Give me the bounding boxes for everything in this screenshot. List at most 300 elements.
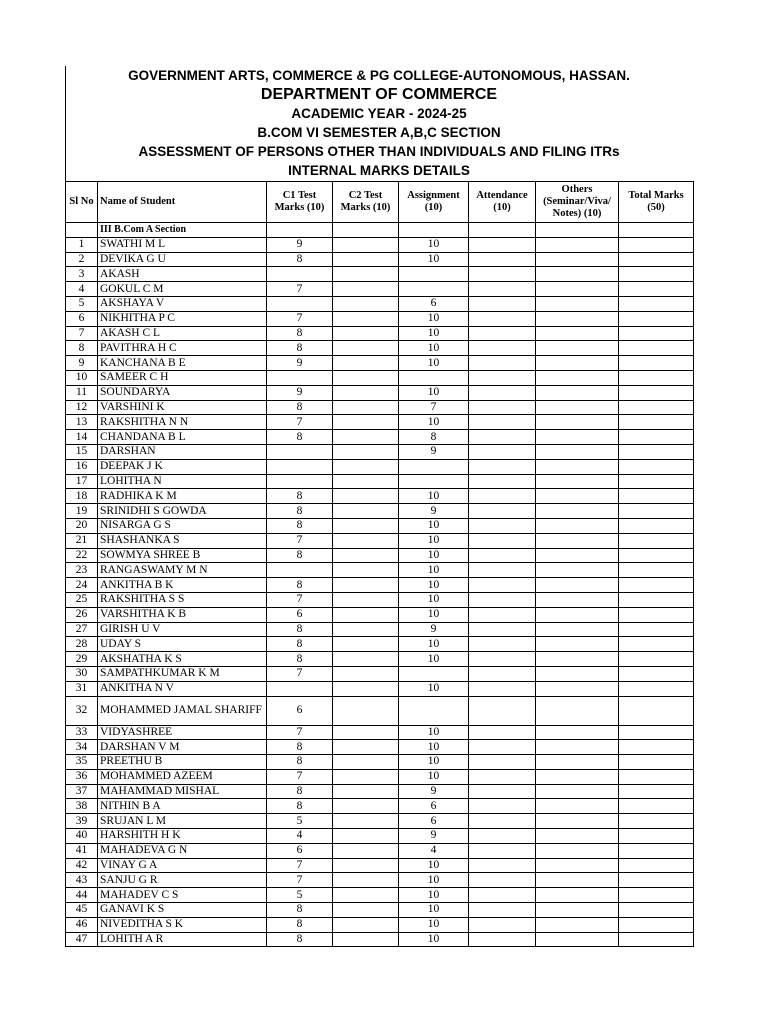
total-cell bbox=[619, 400, 694, 415]
student-name-cell: GOKUL C M bbox=[98, 282, 267, 297]
attendance-cell bbox=[469, 415, 536, 430]
c1-marks-cell: 6 bbox=[267, 607, 333, 622]
table-row bbox=[66, 607, 694, 622]
assignment-cell: 9 bbox=[399, 444, 469, 459]
table-row bbox=[66, 326, 694, 341]
student-name-cell: SAMEER C H bbox=[98, 370, 267, 385]
sl-no-cell: 12 bbox=[66, 400, 98, 415]
assignment-cell: 10 bbox=[399, 652, 469, 667]
sl-no-cell: 44 bbox=[66, 888, 98, 903]
assignment-cell: 10 bbox=[399, 252, 469, 267]
table-row bbox=[66, 578, 694, 593]
others-cell bbox=[536, 799, 619, 814]
sl-no-cell: 32 bbox=[66, 696, 98, 725]
attendance-cell bbox=[469, 282, 536, 297]
table-row bbox=[66, 533, 694, 548]
c1-marks-cell: 8 bbox=[267, 578, 333, 593]
table-header-row bbox=[66, 182, 694, 223]
assignment-cell: 10 bbox=[399, 489, 469, 504]
others-cell bbox=[536, 843, 619, 858]
assignment-cell: 10 bbox=[399, 932, 469, 947]
c1-marks-cell: 7 bbox=[267, 282, 333, 297]
others-cell bbox=[536, 385, 619, 400]
sl-no-cell: 8 bbox=[66, 341, 98, 356]
table-row bbox=[66, 430, 694, 445]
c2-marks-cell bbox=[333, 385, 399, 400]
student-name-cell: LOHITH A R bbox=[98, 932, 267, 947]
others-cell bbox=[536, 755, 619, 770]
total-cell bbox=[619, 799, 694, 814]
sl-no-cell: 21 bbox=[66, 533, 98, 548]
c1-marks-cell: 8 bbox=[267, 784, 333, 799]
attendance-cell bbox=[469, 696, 536, 725]
semester-line: B.COM VI SEMESTER A,B,C SECTION bbox=[257, 125, 501, 140]
others-cell bbox=[536, 814, 619, 829]
c1-marks-cell: 8 bbox=[267, 740, 333, 755]
sl-no-cell: 42 bbox=[66, 858, 98, 873]
c2-marks-cell bbox=[333, 666, 399, 681]
table-row bbox=[66, 504, 694, 519]
total-cell bbox=[619, 252, 694, 267]
c2-marks-cell bbox=[333, 578, 399, 593]
col-name: Name of Student bbox=[98, 182, 267, 223]
c2-marks-cell bbox=[333, 444, 399, 459]
sl-no-cell: 3 bbox=[66, 267, 98, 282]
total-cell bbox=[619, 873, 694, 888]
department-name: DEPARTMENT OF COMMERCE bbox=[260, 86, 498, 103]
c1-marks-cell: 8 bbox=[267, 252, 333, 267]
sl-no-cell: 24 bbox=[66, 578, 98, 593]
academic-year: ACADEMIC YEAR - 2024-25 bbox=[291, 106, 467, 121]
sl-no-cell: 30 bbox=[66, 666, 98, 681]
sl-no-cell: 27 bbox=[66, 622, 98, 637]
total-cell bbox=[619, 311, 694, 326]
table-row bbox=[66, 622, 694, 637]
sl-no-cell: 39 bbox=[66, 814, 98, 829]
col-c1: C1 Test Marks (10) bbox=[267, 182, 333, 223]
sl-no-cell: 37 bbox=[66, 784, 98, 799]
c2-marks-cell bbox=[333, 267, 399, 282]
c2-marks-cell bbox=[333, 725, 399, 740]
sl-no-cell: 7 bbox=[66, 326, 98, 341]
c2-marks-cell bbox=[333, 652, 399, 667]
sl-no-cell: 36 bbox=[66, 769, 98, 784]
others-cell bbox=[536, 400, 619, 415]
others-cell bbox=[536, 652, 619, 667]
c2-marks-cell bbox=[333, 504, 399, 519]
table-row bbox=[66, 356, 694, 371]
total-cell bbox=[619, 814, 694, 829]
table-row bbox=[66, 444, 694, 459]
c1-marks-cell: 7 bbox=[267, 592, 333, 607]
assignment-cell: 10 bbox=[399, 740, 469, 755]
sl-no-cell: 5 bbox=[66, 296, 98, 311]
others-cell bbox=[536, 740, 619, 755]
student-name-cell: LOHITHA N bbox=[98, 474, 267, 489]
c1-marks-cell: 7 bbox=[267, 725, 333, 740]
student-name-cell: SOWMYA SHREE B bbox=[98, 548, 267, 563]
total-cell bbox=[619, 370, 694, 385]
assignment-cell: 6 bbox=[399, 296, 469, 311]
col-others: Others (Seminar/Viva/ Notes) (10) bbox=[536, 182, 619, 223]
c1-marks-cell: 8 bbox=[267, 637, 333, 652]
c2-marks-cell bbox=[333, 370, 399, 385]
others-cell bbox=[536, 578, 619, 593]
assignment-cell: 10 bbox=[399, 755, 469, 770]
table-row bbox=[66, 696, 694, 725]
table-row bbox=[66, 370, 694, 385]
student-name-cell: GIRISH U V bbox=[98, 622, 267, 637]
attendance-cell bbox=[469, 356, 536, 371]
total-cell bbox=[619, 415, 694, 430]
attendance-cell bbox=[469, 444, 536, 459]
c2-marks-cell bbox=[333, 400, 399, 415]
attendance-cell bbox=[469, 858, 536, 873]
table-row bbox=[66, 311, 694, 326]
c1-marks-cell: 7 bbox=[267, 415, 333, 430]
c2-marks-cell bbox=[333, 533, 399, 548]
table-row bbox=[66, 563, 694, 578]
total-cell bbox=[619, 533, 694, 548]
c1-marks-cell: 8 bbox=[267, 799, 333, 814]
total-cell bbox=[619, 903, 694, 918]
student-name-cell: NITHIN B A bbox=[98, 799, 267, 814]
c1-marks-cell: 8 bbox=[267, 903, 333, 918]
student-name-cell: AKASH bbox=[98, 267, 267, 282]
college-name: GOVERNMENT ARTS, COMMERCE & PG COLLEGE-AUTONOMOUS, HASSAN. bbox=[128, 68, 630, 83]
attendance-cell bbox=[469, 341, 536, 356]
c2-marks-cell bbox=[333, 326, 399, 341]
table-row bbox=[66, 282, 694, 297]
document-title: INTERNAL MARKS DETAILS bbox=[288, 163, 470, 178]
sl-no-cell: 43 bbox=[66, 873, 98, 888]
student-name-cell: DARSHAN bbox=[98, 444, 267, 459]
student-name-cell: AKASH C L bbox=[98, 326, 267, 341]
table-row bbox=[66, 637, 694, 652]
attendance-cell bbox=[469, 917, 536, 932]
sl-no-cell: 46 bbox=[66, 917, 98, 932]
assignment-cell: 10 bbox=[399, 341, 469, 356]
others-cell bbox=[536, 696, 619, 725]
c1-marks-cell: 9 bbox=[267, 385, 333, 400]
assignment-cell: 10 bbox=[399, 415, 469, 430]
assignment-cell: 10 bbox=[399, 385, 469, 400]
attendance-cell bbox=[469, 755, 536, 770]
sl-no-cell: 26 bbox=[66, 607, 98, 622]
others-cell bbox=[536, 370, 619, 385]
assignment-cell: 10 bbox=[399, 326, 469, 341]
others-cell bbox=[536, 237, 619, 252]
student-name-cell: SAMPATHKUMAR K M bbox=[98, 666, 267, 681]
student-name-cell: RADHIKA K M bbox=[98, 489, 267, 504]
attendance-cell bbox=[469, 504, 536, 519]
total-cell bbox=[619, 474, 694, 489]
assignment-cell: 10 bbox=[399, 548, 469, 563]
student-name-cell: SWATHI M L bbox=[98, 237, 267, 252]
attendance-cell bbox=[469, 903, 536, 918]
section-row bbox=[66, 223, 694, 238]
others-cell bbox=[536, 725, 619, 740]
attendance-cell bbox=[469, 829, 536, 844]
assignment-cell: 10 bbox=[399, 873, 469, 888]
others-cell bbox=[536, 622, 619, 637]
total-cell bbox=[619, 784, 694, 799]
col-sl-no: Sl No bbox=[66, 182, 98, 223]
others-cell bbox=[536, 459, 619, 474]
table-row bbox=[66, 932, 694, 947]
sl-no-cell: 1 bbox=[66, 237, 98, 252]
others-cell bbox=[536, 548, 619, 563]
assignment-cell bbox=[399, 370, 469, 385]
sl-no-cell: 28 bbox=[66, 637, 98, 652]
student-name-cell: RAKSHITHA S S bbox=[98, 592, 267, 607]
attendance-cell bbox=[469, 385, 536, 400]
student-name-cell: VARSHITHA K B bbox=[98, 607, 267, 622]
sl-no-cell: 6 bbox=[66, 311, 98, 326]
student-name-cell: KANCHANA B E bbox=[98, 356, 267, 371]
c2-marks-cell bbox=[333, 814, 399, 829]
total-cell bbox=[619, 740, 694, 755]
c2-marks-cell bbox=[333, 459, 399, 474]
table-row bbox=[66, 652, 694, 667]
c1-marks-cell: 8 bbox=[267, 755, 333, 770]
total-cell bbox=[619, 755, 694, 770]
total-cell bbox=[619, 888, 694, 903]
table-row bbox=[66, 400, 694, 415]
others-cell bbox=[536, 341, 619, 356]
attendance-cell bbox=[469, 533, 536, 548]
total-cell bbox=[619, 296, 694, 311]
c1-marks-cell: 8 bbox=[267, 932, 333, 947]
sl-no-cell: 33 bbox=[66, 725, 98, 740]
c1-marks-cell bbox=[267, 370, 333, 385]
assignment-cell: 10 bbox=[399, 917, 469, 932]
c1-marks-cell bbox=[267, 267, 333, 282]
c2-marks-cell bbox=[333, 637, 399, 652]
c1-marks-cell: 8 bbox=[267, 489, 333, 504]
sl-no-cell: 16 bbox=[66, 459, 98, 474]
assignment-cell: 10 bbox=[399, 637, 469, 652]
assignment-cell: 10 bbox=[399, 607, 469, 622]
assignment-cell: 10 bbox=[399, 518, 469, 533]
attendance-cell bbox=[469, 843, 536, 858]
attendance-cell bbox=[469, 474, 536, 489]
attendance-cell bbox=[469, 932, 536, 947]
assignment-cell: 10 bbox=[399, 578, 469, 593]
others-cell bbox=[536, 917, 619, 932]
assignment-cell: 6 bbox=[399, 814, 469, 829]
attendance-cell bbox=[469, 459, 536, 474]
student-name-cell: DEEPAK J K bbox=[98, 459, 267, 474]
table-row bbox=[66, 237, 694, 252]
section-label: III B.Com A Section bbox=[98, 223, 267, 238]
sl-no-cell: 31 bbox=[66, 681, 98, 696]
assignment-cell: 10 bbox=[399, 533, 469, 548]
table-row bbox=[66, 474, 694, 489]
c2-marks-cell bbox=[333, 252, 399, 267]
c2-marks-cell bbox=[333, 474, 399, 489]
assignment-cell: 10 bbox=[399, 888, 469, 903]
student-name-cell: RAKSHITHA N N bbox=[98, 415, 267, 430]
assignment-cell: 9 bbox=[399, 829, 469, 844]
others-cell bbox=[536, 563, 619, 578]
assignment-cell: 10 bbox=[399, 563, 469, 578]
table-row bbox=[66, 829, 694, 844]
c1-marks-cell bbox=[267, 563, 333, 578]
others-cell bbox=[536, 829, 619, 844]
attendance-cell bbox=[469, 296, 536, 311]
attendance-cell bbox=[469, 784, 536, 799]
sl-no-cell: 45 bbox=[66, 903, 98, 918]
others-cell bbox=[536, 681, 619, 696]
col-total: Total Marks (50) bbox=[619, 182, 694, 223]
student-name-cell: SANJU G R bbox=[98, 873, 267, 888]
table-row bbox=[66, 888, 694, 903]
others-cell bbox=[536, 858, 619, 873]
others-cell bbox=[536, 607, 619, 622]
total-cell bbox=[619, 489, 694, 504]
table-row bbox=[66, 873, 694, 888]
others-cell bbox=[536, 518, 619, 533]
sl-no-cell: 23 bbox=[66, 563, 98, 578]
student-name-cell: PREETHU B bbox=[98, 755, 267, 770]
student-name-cell: DARSHAN V M bbox=[98, 740, 267, 755]
total-cell bbox=[619, 666, 694, 681]
others-cell bbox=[536, 888, 619, 903]
c2-marks-cell bbox=[333, 548, 399, 563]
attendance-cell bbox=[469, 267, 536, 282]
c2-marks-cell bbox=[333, 415, 399, 430]
assignment-cell: 10 bbox=[399, 681, 469, 696]
others-cell bbox=[536, 415, 619, 430]
c2-marks-cell bbox=[333, 592, 399, 607]
sl-no-cell: 11 bbox=[66, 385, 98, 400]
total-cell bbox=[619, 267, 694, 282]
table-row bbox=[66, 769, 694, 784]
sl-no-cell: 22 bbox=[66, 548, 98, 563]
table-row bbox=[66, 341, 694, 356]
sl-no-cell: 47 bbox=[66, 932, 98, 947]
attendance-cell bbox=[469, 666, 536, 681]
table-row bbox=[66, 917, 694, 932]
attendance-cell bbox=[469, 888, 536, 903]
student-name-cell: AKSHAYA V bbox=[98, 296, 267, 311]
others-cell bbox=[536, 666, 619, 681]
attendance-cell bbox=[469, 578, 536, 593]
total-cell bbox=[619, 444, 694, 459]
attendance-cell bbox=[469, 489, 536, 504]
student-name-cell: NIKHITHA P C bbox=[98, 311, 267, 326]
total-cell bbox=[619, 326, 694, 341]
attendance-cell bbox=[469, 592, 536, 607]
assignment-cell: 9 bbox=[399, 504, 469, 519]
others-cell bbox=[536, 252, 619, 267]
assignment-cell: 10 bbox=[399, 237, 469, 252]
c2-marks-cell bbox=[333, 843, 399, 858]
student-name-cell: MAHADEVA G N bbox=[98, 843, 267, 858]
c1-marks-cell: 7 bbox=[267, 858, 333, 873]
student-name-cell: SRUJAN L M bbox=[98, 814, 267, 829]
table-row bbox=[66, 518, 694, 533]
others-cell bbox=[536, 784, 619, 799]
total-cell bbox=[619, 769, 694, 784]
subject-line: ASSESSMENT OF PERSONS OTHER THAN INDIVIDUALS AND FILING ITRs bbox=[138, 144, 620, 159]
marks-table bbox=[65, 181, 694, 947]
table-row bbox=[66, 843, 694, 858]
assignment-cell bbox=[399, 282, 469, 297]
document-header bbox=[65, 66, 693, 180]
others-cell bbox=[536, 326, 619, 341]
assignment-cell: 10 bbox=[399, 356, 469, 371]
table-row bbox=[66, 267, 694, 282]
student-name-cell: AKSHATHA K S bbox=[98, 652, 267, 667]
assignment-cell: 7 bbox=[399, 400, 469, 415]
attendance-cell bbox=[469, 563, 536, 578]
assignment-cell: 6 bbox=[399, 799, 469, 814]
c2-marks-cell bbox=[333, 518, 399, 533]
c2-marks-cell bbox=[333, 311, 399, 326]
attendance-cell bbox=[469, 725, 536, 740]
col-c2: C2 Test Marks (10) bbox=[333, 182, 399, 223]
total-cell bbox=[619, 385, 694, 400]
others-cell bbox=[536, 444, 619, 459]
student-name-cell: PAVITHRA H C bbox=[98, 341, 267, 356]
table-row bbox=[66, 415, 694, 430]
sl-no-cell: 2 bbox=[66, 252, 98, 267]
table-row bbox=[66, 385, 694, 400]
table-row bbox=[66, 740, 694, 755]
c1-marks-cell bbox=[267, 681, 333, 696]
student-name-cell: HARSHITH H K bbox=[98, 829, 267, 844]
attendance-cell bbox=[469, 740, 536, 755]
student-name-cell: VIDYASHREE bbox=[98, 725, 267, 740]
others-cell bbox=[536, 533, 619, 548]
c2-marks-cell bbox=[333, 888, 399, 903]
c1-marks-cell: 8 bbox=[267, 622, 333, 637]
assignment-cell bbox=[399, 267, 469, 282]
attendance-cell bbox=[469, 873, 536, 888]
total-cell bbox=[619, 504, 694, 519]
table-row bbox=[66, 755, 694, 770]
c2-marks-cell bbox=[333, 622, 399, 637]
total-cell bbox=[619, 932, 694, 947]
sl-no-cell: 34 bbox=[66, 740, 98, 755]
student-name-cell: VINAY G A bbox=[98, 858, 267, 873]
table-row bbox=[66, 489, 694, 504]
c1-marks-cell: 8 bbox=[267, 504, 333, 519]
assignment-cell bbox=[399, 666, 469, 681]
student-name-cell: MAHADEV C S bbox=[98, 888, 267, 903]
attendance-cell bbox=[469, 607, 536, 622]
attendance-cell bbox=[469, 637, 536, 652]
assignment-cell: 10 bbox=[399, 311, 469, 326]
c2-marks-cell bbox=[333, 784, 399, 799]
sl-no-cell: 4 bbox=[66, 282, 98, 297]
total-cell bbox=[619, 563, 694, 578]
total-cell bbox=[619, 725, 694, 740]
assignment-cell bbox=[399, 459, 469, 474]
c2-marks-cell bbox=[333, 769, 399, 784]
c1-marks-cell: 5 bbox=[267, 888, 333, 903]
c2-marks-cell bbox=[333, 430, 399, 445]
assignment-cell bbox=[399, 474, 469, 489]
c1-marks-cell: 5 bbox=[267, 814, 333, 829]
c2-marks-cell bbox=[333, 917, 399, 932]
table-row bbox=[66, 858, 694, 873]
c2-marks-cell bbox=[333, 681, 399, 696]
others-cell bbox=[536, 873, 619, 888]
sl-no-cell: 19 bbox=[66, 504, 98, 519]
